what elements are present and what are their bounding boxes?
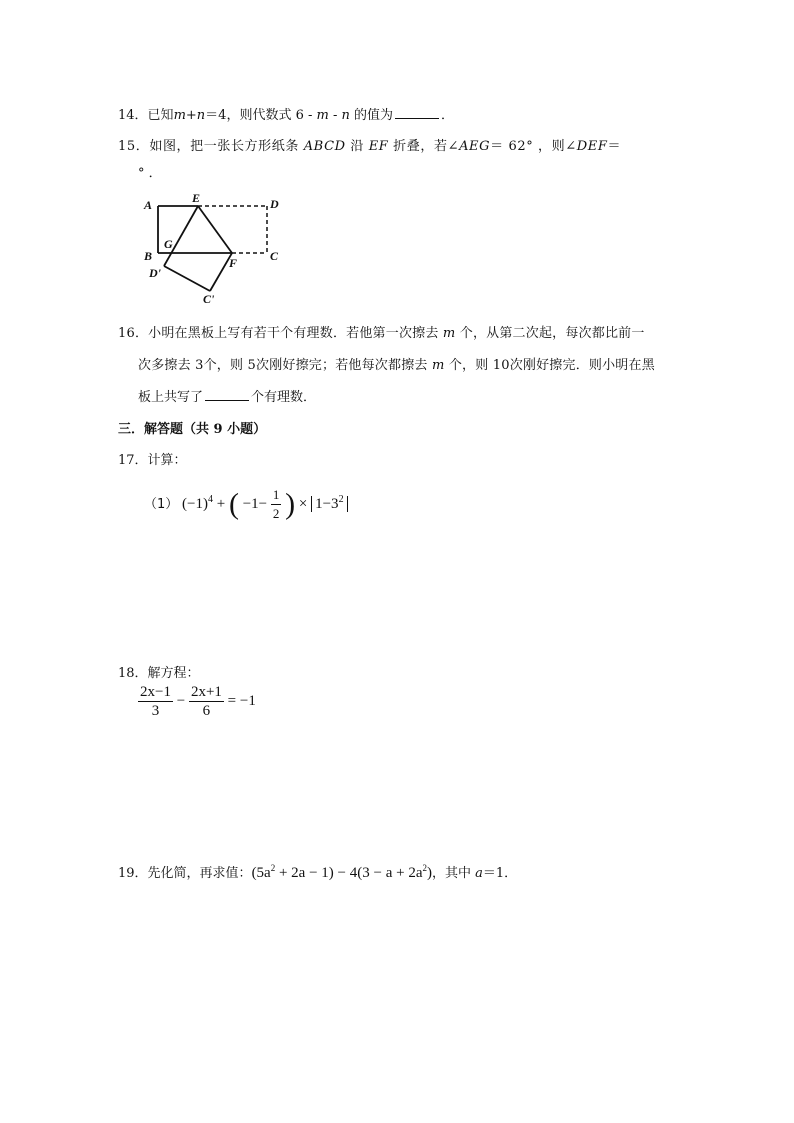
equation-18: $\frac{2x-1}{3}$ − $\frac{2x+1}{6}$ = −1 [140, 684, 256, 719]
section-title: 三．解答题（共 9 小题） [118, 422, 267, 437]
segment-ed1 [164, 206, 198, 266]
label-c: C [270, 249, 279, 263]
question-16-line-2: 次多擦去 3个，则 5次刚好擦完；若他每次都擦去 m 个，则 10次刚好擦完．则小明在黑 [138, 358, 655, 373]
question-17: 17．计算： [118, 453, 187, 468]
question-15-continuation: ° ． [138, 166, 162, 181]
fraction-right: $\frac{2x+1}{6}$ [190, 684, 222, 719]
label-d: D [270, 197, 279, 211]
fraction-one-half: $\frac{1}{2}$ [272, 487, 280, 521]
label-b: B [144, 249, 153, 263]
question-18: 18．解方程： [118, 666, 200, 681]
label-f: F [229, 256, 238, 270]
fold-line-ef [198, 206, 232, 253]
fraction-left: $\frac{2x-1}{3}$ [140, 684, 171, 719]
label-a: A [144, 198, 153, 212]
label-d-prime: D' [149, 266, 161, 280]
question-15: 15．如图，把一张长方形纸条 ABCD 沿 EF 折叠，若∠AEG＝ 62° ，则∠DEF＝ [118, 139, 622, 154]
answer-blank-16[interactable] [205, 388, 249, 401]
expression-19: $(5a^2 + 2a - 1) - 4(3 - a + 2a^2)$ [251, 863, 432, 881]
absolute-value: $1-3^2$ [311, 496, 347, 512]
segment-d1c1 [164, 266, 210, 291]
answer-blank-14[interactable] [395, 106, 439, 119]
question-14: 14．已知m+n＝4，则代数式 6 - m - n 的值为 ． [118, 108, 455, 123]
question-19: 19．先化简，再求值：$(5a^2 + 2a - 1) - 4(3 - a + 2a^2)$，其中 a＝1． [118, 863, 518, 881]
fold-diagram [140, 190, 290, 305]
expression-17-1: （1） $(-1)^4$ + ( −1− $\frac{1}{2}$ ) × $1-3^2$ [144, 486, 348, 526]
label-e: E [192, 191, 201, 205]
label-c-prime: C' [203, 292, 215, 306]
question-16-line-3: 板上共写了 个有理数． [138, 390, 317, 405]
label-g: G [164, 237, 173, 251]
question-16-line-1: 16．小明在黑板上写有若干个有理数．若他第一次擦去 m 个，从第二次起，每次都比前一 [118, 326, 645, 341]
